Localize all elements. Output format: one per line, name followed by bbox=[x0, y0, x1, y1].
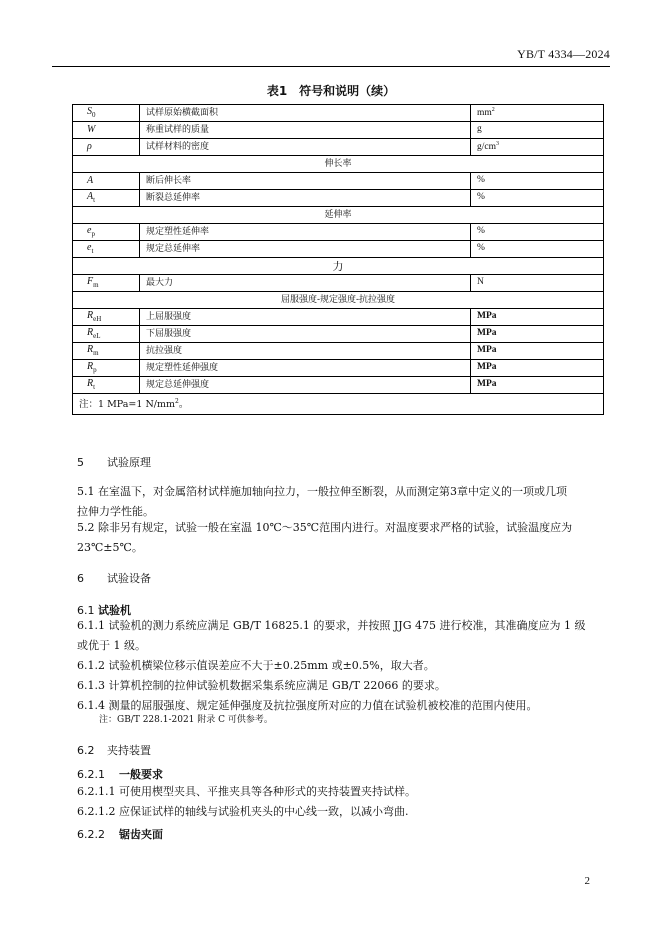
subsection-6-2-heading bbox=[77, 742, 602, 758]
section-6-heading bbox=[77, 570, 602, 586]
description-cell: 称重试样的质量 bbox=[140, 122, 471, 139]
table-row bbox=[73, 190, 604, 207]
table-row bbox=[73, 122, 604, 139]
clause-text: 应保证试样的轴线与试验机夹头的中心线一致，以减小弯曲. bbox=[118, 805, 409, 818]
symbol-subscript: t bbox=[93, 383, 96, 391]
table-note bbox=[73, 394, 604, 415]
unit: MPa bbox=[477, 311, 497, 322]
description-cell: 试样原始横截面积 bbox=[140, 105, 471, 122]
unit: % bbox=[477, 192, 485, 203]
clause-text-cont: 拉伸力学性能。 bbox=[77, 505, 154, 518]
clause-number: 6.2.1.2 bbox=[77, 805, 116, 818]
clause-text: 计算机控制的拉伸试验机数据采集系统应满足 GB/T 22066 的要求。 bbox=[108, 679, 446, 692]
table-row bbox=[73, 343, 604, 360]
table-section-row bbox=[73, 207, 604, 224]
subsection-title: 锯齿夹面 bbox=[119, 828, 163, 841]
table-row bbox=[73, 275, 604, 292]
standard-code: YB/T 4334—2024 bbox=[517, 47, 610, 61]
clause-text: 测量的屈服强度、规定延伸强度及抗拉强度所对应的力值在试验机被校准的范围内使用。 bbox=[108, 699, 538, 712]
section-number: 6 bbox=[77, 572, 84, 585]
note-end: 。 bbox=[178, 398, 189, 410]
clause-text-cont: 或优于 1 级。 bbox=[77, 639, 146, 652]
unit: MPa bbox=[477, 328, 497, 339]
unit-cell bbox=[471, 309, 604, 326]
symbol-cell bbox=[73, 343, 140, 360]
unit-cell bbox=[471, 343, 604, 360]
symbol-cell bbox=[73, 105, 140, 122]
table-section-row bbox=[73, 258, 604, 275]
clause-text: 试验机横梁位移示值误差应不大于±0.25mm 或±0.5%，取大者。 bbox=[108, 659, 435, 672]
description-cell: 上屈服强度 bbox=[140, 309, 471, 326]
symbol-cell bbox=[73, 122, 140, 139]
table-note-row bbox=[73, 394, 604, 415]
symbol-subscript: 0 bbox=[92, 111, 96, 119]
symbol-cell bbox=[73, 326, 140, 343]
table-row bbox=[73, 139, 604, 156]
symbol: R bbox=[87, 378, 94, 389]
paragraph-6-2-1-1 bbox=[77, 782, 602, 802]
unit: % bbox=[477, 175, 485, 186]
subsection-number: 6.2.1 bbox=[77, 768, 105, 781]
symbol: e bbox=[87, 242, 92, 253]
table-row bbox=[73, 309, 604, 326]
header-rule bbox=[52, 66, 610, 67]
paragraph-5-1 bbox=[77, 482, 602, 522]
unit: % bbox=[477, 243, 485, 254]
clause-number: 6.1.4 bbox=[77, 699, 105, 712]
symbol-subscript: t bbox=[93, 196, 96, 204]
section-5-heading bbox=[77, 454, 602, 470]
unit: g bbox=[477, 124, 482, 135]
symbol: R bbox=[87, 344, 94, 355]
description-cell: 规定塑性延伸率 bbox=[140, 224, 471, 241]
unit-cell bbox=[471, 173, 604, 190]
table-row bbox=[73, 360, 604, 377]
unit-cell bbox=[471, 105, 604, 122]
unit: % bbox=[477, 226, 485, 237]
clause-number: 5.1 bbox=[77, 485, 95, 498]
subsection-6-2-1-heading bbox=[77, 766, 602, 782]
clause-text: 在室温下，对金属箔材试样施加轴向拉力，一般拉伸至断裂，从而测定第3章中定义的一项或几项 bbox=[98, 485, 567, 498]
clause-text: 试验机的测力系统应满足 GB/T 16825.1 的要求，并按照 JJG 475 进行校准，其准确度应为 1 级 bbox=[108, 619, 586, 632]
table-row bbox=[73, 173, 604, 190]
symbol-cell bbox=[73, 309, 140, 326]
symbol: F bbox=[87, 276, 94, 287]
unit: g/cm bbox=[477, 142, 496, 153]
table-row bbox=[73, 377, 604, 394]
clause-number: 6.1.1 bbox=[77, 619, 105, 632]
subsection-title: 试验机 bbox=[98, 604, 131, 617]
note-6-1: 注：GB/T 228.1-2021 附录 C 可供参考。 bbox=[99, 715, 273, 725]
subsection-number: 6.2 bbox=[77, 744, 95, 757]
symbol-cell bbox=[73, 275, 140, 292]
clause-number: 6.2.1.1 bbox=[77, 785, 116, 798]
symbol-cell bbox=[73, 139, 140, 156]
symbol: R bbox=[87, 327, 94, 338]
subsection-number: 6.1 bbox=[77, 604, 95, 617]
unit-cell bbox=[471, 275, 604, 292]
section-label: 力 bbox=[73, 258, 604, 275]
table-section-row bbox=[73, 292, 604, 309]
symbol-cell bbox=[73, 190, 140, 207]
description-cell: 试样材料的密度 bbox=[140, 139, 471, 156]
paragraph-6-2-1-2 bbox=[77, 802, 602, 822]
section-title: 试验设备 bbox=[107, 572, 151, 585]
symbol-subscript: m bbox=[93, 349, 99, 357]
symbol-subscript: p bbox=[91, 230, 95, 238]
description-cell: 规定总延伸率 bbox=[140, 241, 471, 258]
section-label: 屈服强度-规定强度-抗拉强度 bbox=[73, 292, 604, 309]
unit: MPa bbox=[477, 379, 497, 390]
section-label: 伸长率 bbox=[73, 156, 604, 173]
symbol-cell bbox=[73, 224, 140, 241]
description-cell: 抗拉强度 bbox=[140, 343, 471, 360]
subsection-title: 夹持装置 bbox=[107, 744, 151, 757]
note-superscript: 2 bbox=[174, 397, 179, 405]
symbol: W bbox=[87, 124, 96, 135]
unit-cell bbox=[471, 190, 604, 207]
unit-cell bbox=[471, 122, 604, 139]
unit-cell bbox=[471, 326, 604, 343]
symbol: R bbox=[87, 310, 94, 321]
unit: N bbox=[477, 277, 484, 288]
paragraph-5-2 bbox=[77, 518, 602, 558]
table-row bbox=[73, 105, 604, 122]
symbol: A bbox=[87, 191, 94, 202]
unit-superscript: 3 bbox=[496, 141, 499, 148]
section-title: 试验原理 bbox=[107, 456, 151, 469]
description-cell: 最大力 bbox=[140, 275, 471, 292]
description-cell: 规定总延伸强度 bbox=[140, 377, 471, 394]
subsection-title: 一般要求 bbox=[119, 768, 163, 781]
clause-text: 可使用楔型夹具、平推夹具等各种形式的夹持装置夹持试样。 bbox=[118, 785, 416, 798]
unit-cell bbox=[471, 241, 604, 258]
symbol-cell bbox=[73, 241, 140, 258]
unit-cell bbox=[471, 377, 604, 394]
symbol: e bbox=[87, 225, 92, 236]
unit-cell bbox=[471, 224, 604, 241]
clause-number: 6.1.3 bbox=[77, 679, 105, 692]
unit: MPa bbox=[477, 362, 497, 373]
symbol-cell bbox=[73, 377, 140, 394]
description-cell: 规定塑性延伸强度 bbox=[140, 360, 471, 377]
symbol: ρ bbox=[87, 141, 92, 152]
symbol: S bbox=[87, 106, 92, 117]
symbol-subscript: p bbox=[93, 366, 97, 374]
symbol: R bbox=[87, 361, 94, 372]
subsection-number: 6.2.2 bbox=[77, 828, 105, 841]
description-cell: 下屈服强度 bbox=[140, 326, 471, 343]
unit: MPa bbox=[477, 345, 497, 356]
unit: mm bbox=[477, 108, 492, 119]
section-number: 5 bbox=[77, 456, 84, 469]
table-section-row bbox=[73, 156, 604, 173]
symbols-table bbox=[72, 104, 604, 415]
description-cell: 断裂总延伸率 bbox=[140, 190, 471, 207]
section-label: 延伸率 bbox=[73, 207, 604, 224]
symbol-subscript: eL bbox=[93, 332, 101, 340]
clause-number: 6.1.2 bbox=[77, 659, 105, 672]
paragraph-6-1-1 bbox=[77, 616, 602, 656]
table-row bbox=[73, 241, 604, 258]
page-number: 2 bbox=[584, 875, 590, 887]
unit-superscript: 2 bbox=[491, 107, 495, 114]
table-row bbox=[73, 224, 604, 241]
clause-text: 除非另有规定，试验一般在室温 10℃～35℃范围内进行。对温度要求严格的试验，试验温度应为 bbox=[98, 521, 573, 534]
symbol-subscript: eH bbox=[93, 315, 102, 323]
symbol-cell bbox=[73, 173, 140, 190]
symbol-subscript: m bbox=[93, 281, 99, 289]
table-row bbox=[73, 326, 604, 343]
description-cell: 断后伸长率 bbox=[140, 173, 471, 190]
unit-cell bbox=[471, 360, 604, 377]
clause-text-cont: 23℃±5℃。 bbox=[77, 541, 143, 554]
clause-number: 5.2 bbox=[77, 521, 95, 534]
symbol-subscript: t bbox=[91, 247, 94, 255]
subsection-6-2-2-heading bbox=[77, 826, 602, 842]
symbol-cell bbox=[73, 360, 140, 377]
symbol: A bbox=[87, 175, 94, 186]
paragraph-6-1-2 bbox=[77, 656, 602, 676]
note-text: 注：1 MPa=1 N/mm bbox=[79, 398, 175, 410]
paragraph-6-1-3 bbox=[77, 676, 602, 696]
unit-cell bbox=[471, 139, 604, 156]
table-caption: 表1 符号和说明（续） bbox=[266, 84, 396, 98]
